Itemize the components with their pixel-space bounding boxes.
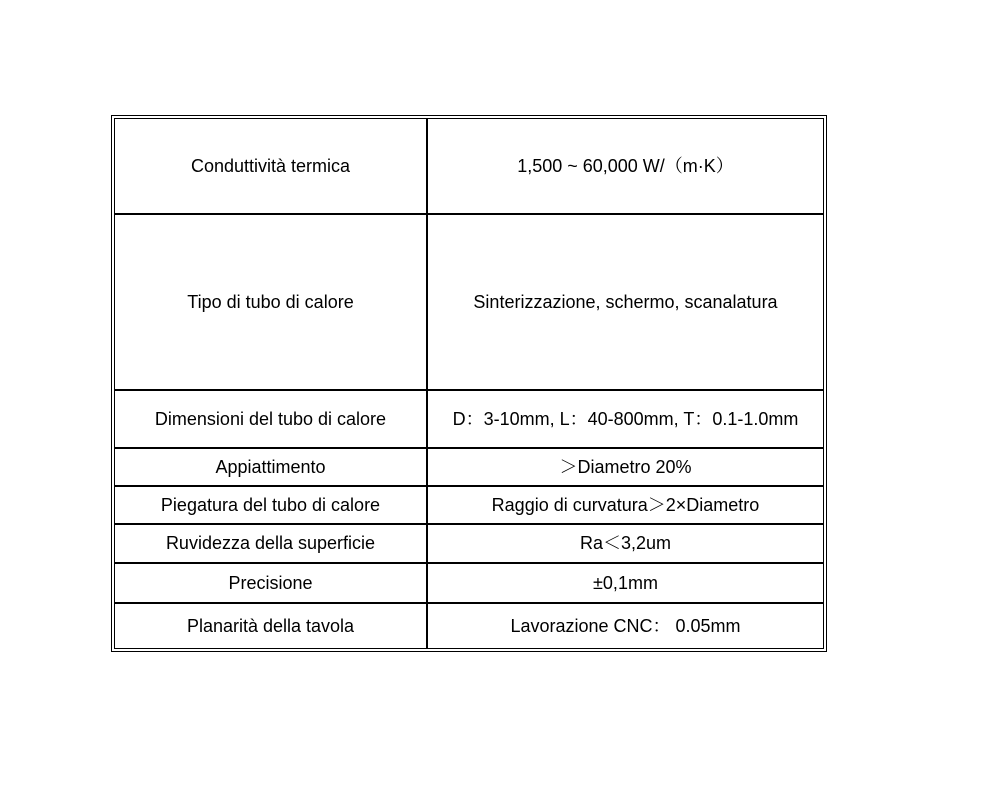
spec-value-cell: Raggio di curvatura＞2×Diametro bbox=[491, 494, 760, 515]
table-row bbox=[115, 524, 823, 563]
spec-value-cell: ＞Diametro 20% bbox=[559, 456, 692, 477]
spec-value-cell: Lavorazione CNC： 0.05mm bbox=[510, 615, 741, 636]
spec-label-cell: Conduttività termica bbox=[115, 119, 427, 214]
table-row bbox=[115, 214, 823, 390]
spec-label-cell: Ruvidezza della superficie bbox=[115, 524, 427, 563]
spec-label-cell: Dimensioni del tubo di calore bbox=[115, 390, 427, 448]
spec-value-cell: Sinterizzazione, schermo, scanalatura bbox=[473, 292, 778, 313]
spec-table-grid bbox=[115, 119, 823, 648]
spec-value-cell: 1,500 ~ 60,000 W/（m·K） bbox=[517, 155, 734, 176]
spec-value-cell: D：3-10mm, L：40-800mm, T：0.1-1.0mm bbox=[452, 408, 799, 429]
spec-table bbox=[111, 115, 827, 652]
table-row bbox=[115, 486, 823, 525]
spec-label-cell: Appiattimento bbox=[115, 448, 427, 486]
table-row bbox=[115, 119, 823, 214]
spec-label-cell: Tipo di tubo di calore bbox=[115, 214, 427, 390]
spec-value-cell: Ra＜3,2um bbox=[579, 533, 672, 554]
spec-label-cell: Planarità della tavola bbox=[115, 603, 427, 648]
spec-label-cell: Piegatura del tubo di calore bbox=[115, 486, 427, 525]
spec-label-cell: Precisione bbox=[115, 563, 427, 604]
spec-value-cell: ±0,1mm bbox=[593, 572, 658, 593]
table-row bbox=[115, 390, 823, 448]
table-row bbox=[115, 448, 823, 486]
table-row bbox=[115, 563, 823, 604]
table-row bbox=[115, 603, 823, 648]
